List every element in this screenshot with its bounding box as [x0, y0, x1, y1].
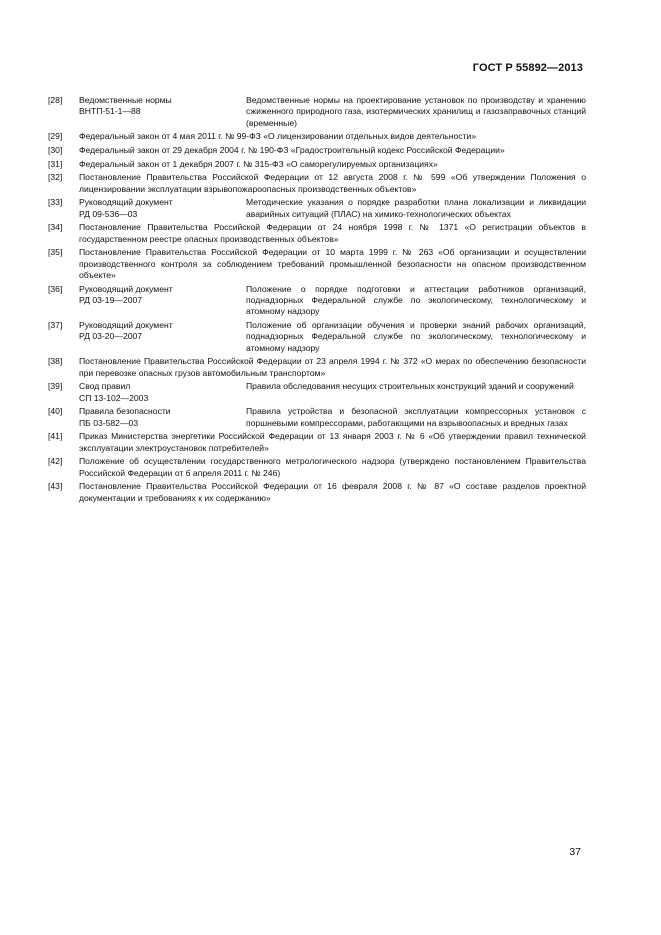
page-number: 37 — [569, 846, 581, 858]
reference-doc-name-line: РД 03-20—2007 — [79, 331, 143, 342]
reference-row — [79, 284, 586, 318]
reference-number: [41] — [48, 431, 63, 442]
reference-text: Постановление Правительства Российской Федерации от 16 февраля 2008 г. № 87 «О составе разделов проектной документации и требованиях к их содержанию» — [79, 481, 586, 503]
reference-text: Федеральный закон от 1 декабря 2007 г. № 315-ФЗ «О саморегулируемых организациях» — [79, 158, 438, 169]
reference-number: [29] — [48, 131, 63, 142]
reference-number: [40] — [48, 406, 63, 417]
reference-item — [48, 95, 586, 129]
reference-text: Постановление Правительства Российской Федерации от 23 апреля 1994 г. № 372 «О мерах по обеспечению безопасности при перевозке опасных грузов автомобильным транспортом» — [79, 356, 586, 378]
reference-number: [39] — [48, 381, 63, 392]
reference-item — [48, 172, 586, 195]
reference-number: [38] — [48, 356, 63, 367]
reference-number: [33] — [48, 197, 63, 208]
reference-list — [48, 95, 586, 506]
reference-item — [48, 159, 586, 170]
reference-doc-name — [79, 197, 246, 220]
reference-doc-name — [79, 406, 246, 429]
reference-row — [79, 320, 586, 354]
reference-doc-name — [79, 381, 246, 404]
reference-doc-name — [79, 95, 246, 129]
reference-item — [48, 356, 586, 379]
reference-text: Приказ Министерства энергетики Российской Федерации от 13 января 2003 г. № 6 «Об утверждении правил технической эксплуатации электроустановок потребителей» — [79, 431, 586, 453]
reference-item — [48, 481, 586, 504]
reference-description: Правила устройства и безопасной эксплуатации компрессорных установок с поршневыми компрессорами, работающими на взрывоопасных и вредных газах — [246, 406, 586, 428]
reference-item — [48, 320, 586, 354]
reference-description: Правила обследования несущих строительных конструкций зданий и сооружений — [246, 381, 574, 392]
reference-description: Положение об организации обучения и проверки знаний рабочих организаций, поднадзорных Федеральной службе по экологическому, технологическому и атомному надзору — [246, 320, 586, 353]
document-header: ГОСТ Р 55892—2013 — [472, 62, 583, 74]
reference-doc-name-line: Ведомственные нормы — [79, 95, 172, 105]
reference-number: [30] — [48, 145, 63, 155]
reference-row — [79, 95, 586, 129]
reference-number: [32] — [48, 172, 63, 183]
reference-number: [34] — [48, 222, 63, 233]
reference-text: Положение об осуществлении государственного метрологического надзора (утверждено постановлением Правительства Российской Федерации от 6 апреля 2011 г. № 246) — [79, 456, 586, 478]
reference-doc-name-line: Свод правил — [79, 381, 131, 392]
reference-doc-name-line: Руководящий документ — [79, 197, 173, 208]
reference-row — [79, 197, 586, 220]
reference-item — [48, 145, 586, 156]
reference-description: Ведомственные нормы на проектирование установок по производству и хранению сжиженного природного газа, изотермических хранилищ и газозаправочных станций (временные) — [246, 95, 586, 128]
reference-description: Положение о порядке подготовки и аттестации работников организаций, поднадзорных Федеральной службе по экологическому, технологическому и атомному надзору — [246, 283, 586, 317]
reference-doc-name-line: Руководящий документ — [79, 320, 173, 330]
reference-item — [48, 381, 586, 404]
reference-doc-name-line: РД 09-536—03 — [79, 208, 138, 219]
reference-number: [31] — [48, 158, 63, 169]
reference-text: Федеральный закон от 4 мая 2011 г. № 99-ФЗ «О лицензировании отдельных видов деятельности» — [79, 131, 477, 142]
reference-item — [48, 131, 586, 142]
reference-number: [37] — [48, 320, 63, 330]
reference-text: Постановление Правительства Российской Федерации от 10 марта 1999 г. № 263 «Об организации и осуществлении производственного контроля за соблюдением требований промышленной безопасности на опасном производственном объекте» — [79, 247, 586, 280]
reference-number: [36] — [48, 283, 63, 294]
reference-text: Постановление Правительства Российской Федерации от 12 августа 2008 г. № 599 «Об утверждении Положения о лицензировании эксплуатации взрывопожароопасных производственных объектов» — [79, 172, 586, 194]
reference-doc-name — [79, 320, 246, 354]
reference-item — [48, 406, 586, 429]
reference-doc-name — [79, 284, 246, 318]
reference-item — [48, 197, 586, 220]
reference-text: Постановление Правительства Российской Федерации от 24 ноября 1998 г. № 1371 «О регистрации объектов в государственном реестре опасных производственных объектов» — [79, 222, 586, 244]
reference-row — [79, 406, 586, 429]
reference-number: [42] — [48, 456, 63, 467]
reference-item — [48, 431, 586, 454]
reference-doc-name-line: Руководящий документ — [79, 283, 173, 294]
reference-description: Методические указания о порядке разработки плана локализации и ликвидации аварийных ситуаций (ПЛАС) на химико-технологических объектах — [246, 197, 586, 219]
reference-item — [48, 284, 586, 318]
reference-doc-name-line: ПБ 03-582—03 — [79, 417, 139, 428]
reference-doc-name-line: СП 13-102—2003 — [79, 392, 149, 403]
reference-item — [48, 456, 586, 479]
reference-text: Федеральный закон от 29 декабря 2004 г. № 190-ФЗ «Градостроительный кодекс Российской Федерации» — [79, 145, 505, 155]
reference-doc-name-line: РД 03-19—2007 — [79, 295, 143, 305]
reference-number: [43] — [48, 481, 63, 492]
reference-number: [28] — [48, 95, 63, 105]
reference-doc-name-line: ВНТП-51-1—88 — [79, 106, 141, 117]
reference-item — [48, 222, 586, 245]
reference-item — [48, 247, 586, 281]
reference-row — [79, 381, 586, 404]
reference-doc-name-line: Правила безопасности — [79, 406, 171, 417]
reference-number: [35] — [48, 247, 63, 258]
